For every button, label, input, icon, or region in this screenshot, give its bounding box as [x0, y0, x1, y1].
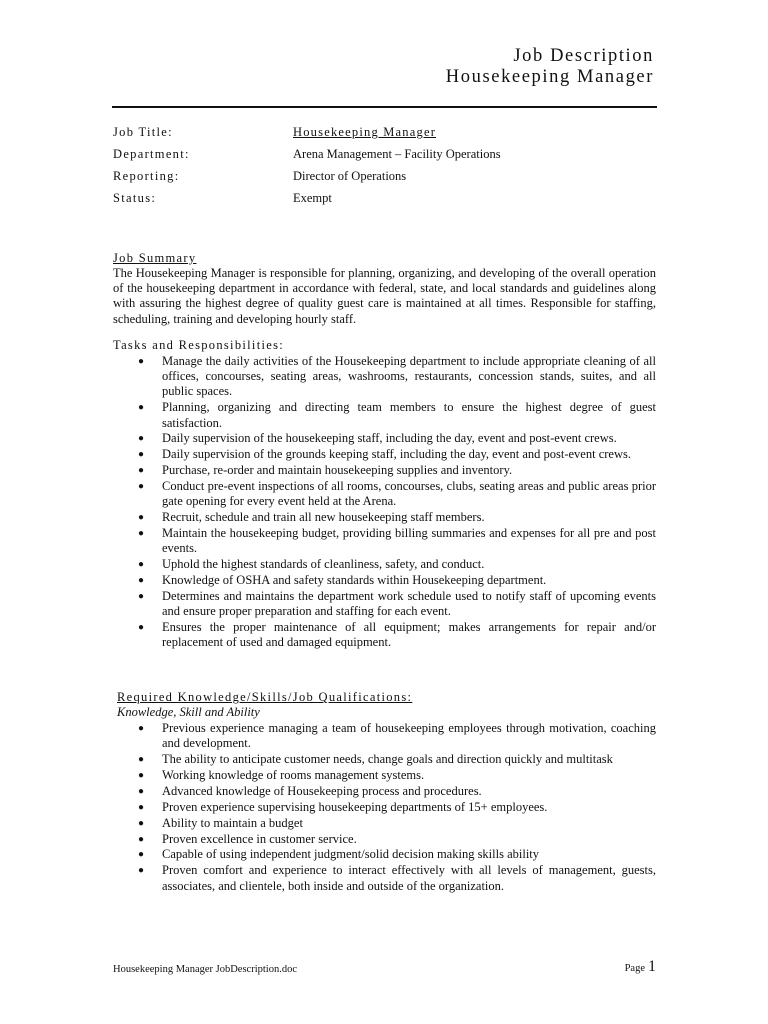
bullet-icon: ● — [138, 402, 145, 414]
list-item — [113, 832, 656, 847]
list-item — [113, 589, 656, 619]
page-number: 1 — [648, 958, 656, 975]
info-label: Job Title: — [113, 125, 173, 139]
bullet-icon: ● — [138, 849, 145, 861]
list-item-text: Ensures the proper maintenance of all equipment; makes arrangements for repair and/or replacement of used and damaged equipment. — [162, 620, 656, 650]
list-item-text: Manage the daily activities of the Housekeeping department to include appropriate cleaning of all offices, concourses, seating areas, washrooms, restaurants, concession stands, suites, and all public spaces. — [162, 354, 656, 399]
bullet-icon: ● — [138, 754, 145, 766]
list-item — [113, 447, 656, 462]
bullet-icon: ● — [138, 785, 145, 797]
list-item-text: Working knowledge of rooms management systems. — [162, 767, 425, 782]
bullet-icon: ● — [138, 801, 145, 813]
info-row-job-title — [113, 124, 658, 146]
list-item-text: Proven experience supervising housekeeping departments of 15+ employees. — [162, 799, 548, 814]
requirements-heading: Required Knowledge/Skills/Job Qualifications: — [117, 690, 413, 704]
list-item-text: Ability to maintain a budget — [162, 815, 303, 830]
list-item — [113, 768, 656, 783]
footer-page-indicator — [625, 958, 656, 976]
info-value: Exempt — [293, 191, 332, 205]
list-item-text: Planning, organizing and directing team members to ensure the highest degree of guest satisfaction. — [162, 400, 656, 430]
list-item — [113, 816, 656, 831]
info-row-department — [113, 146, 658, 168]
list-item-text: Conduct pre-event inspections of all rooms, concourses, clubs, seating areas and public areas prior gate opening for every event held at the Arena. — [162, 479, 656, 509]
list-item-text: Determines and maintains the department work schedule used to notify staff of upcoming events and ensure proper preparation and staffing for each event. — [162, 588, 656, 619]
bullet-icon: ● — [138, 817, 145, 829]
title-line-1: Job Description — [513, 46, 654, 66]
list-item-text: Maintain the housekeeping budget, providing billing summaries and expenses for all pre and post events. — [162, 526, 656, 556]
list-item — [113, 557, 656, 572]
bullet-icon: ● — [138, 465, 145, 477]
header-divider — [112, 106, 657, 108]
list-item — [113, 431, 656, 446]
info-value: Director of Operations — [293, 169, 407, 183]
document-title — [446, 46, 654, 88]
bullet-icon: ● — [138, 769, 145, 781]
list-item — [113, 863, 656, 893]
list-item — [113, 400, 656, 430]
info-row-reporting — [113, 168, 658, 190]
list-item — [113, 510, 656, 525]
bullet-icon: ● — [138, 356, 145, 367]
bullet-icon: ● — [138, 528, 145, 540]
page-label: Page — [624, 963, 645, 974]
list-item — [113, 620, 656, 650]
list-item — [113, 573, 656, 588]
list-item-text: Proven comfort and experience to interact effectively with all levels of management, guests, associates, and clientele, both inside and outside of the organization. — [162, 863, 656, 893]
list-item — [113, 479, 656, 509]
info-label: Status: — [113, 191, 157, 205]
job-summary-section — [113, 251, 656, 327]
list-item-text: Previous experience managing a team of housekeeping employees through motivation, coaching and development. — [162, 721, 656, 751]
list-item-text: Advanced knowledge of Housekeeping process and procedures. — [162, 783, 482, 798]
bullet-icon: ● — [138, 865, 145, 877]
list-item-text: Knowledge of OSHA and safety standards within Housekeeping department. — [162, 573, 547, 588]
info-label: Reporting: — [113, 169, 180, 183]
bullet-icon: ● — [138, 449, 145, 461]
bullet-icon: ● — [138, 433, 145, 445]
list-item-text: Uphold the highest standards of cleanliness, safety, and conduct. — [162, 557, 485, 572]
list-item-text: Purchase, re-order and maintain housekeeping supplies and inventory. — [162, 463, 513, 478]
list-item-text: Recruit, schedule and train all new housekeeping staff members. — [162, 510, 485, 525]
bullet-icon: ● — [138, 622, 145, 634]
list-item-text: Proven excellence in customer service. — [162, 831, 357, 846]
job-summary-text: The Housekeeping Manager is responsible for planning, organizing, and developing of the overall operation of the housekeeping department in accordance with federal, state, and local standards and guidelines along with assuring the highest degree of quality guest care is maintained at all times. Responsible for staffing, scheduling, training and developing hourly staff. — [113, 266, 656, 326]
bullet-icon: ● — [138, 559, 145, 571]
list-item — [113, 463, 656, 478]
list-item-text: Capable of using independent judgment/solid decision making skills ability — [162, 847, 540, 862]
bullet-icon: ● — [138, 512, 145, 524]
info-value: Arena Management – Facility Operations — [293, 147, 501, 161]
tasks-list — [113, 354, 656, 651]
job-info-table — [113, 124, 658, 212]
list-item — [113, 784, 656, 799]
list-item — [113, 752, 656, 767]
job-summary-heading: Job Summary — [113, 251, 197, 265]
info-row-status — [113, 190, 658, 212]
requirements-subheading: Knowledge, Skill and Ability — [117, 705, 260, 719]
footer-filename: Housekeeping Manager JobDescription.doc — [113, 964, 297, 975]
list-item — [113, 526, 656, 556]
bullet-icon: ● — [138, 723, 145, 734]
list-item-text: Daily supervision of the grounds keeping staff, including the day, event and post-event crews. — [162, 447, 631, 462]
list-item — [113, 800, 656, 815]
list-item — [113, 354, 656, 400]
bullet-icon: ● — [138, 481, 145, 493]
info-label: Department: — [113, 147, 190, 161]
list-item-text: Daily supervision of the housekeeping staff, including the day, event and post-event crews. — [162, 431, 617, 446]
tasks-heading: Tasks and Responsibilities: — [113, 338, 285, 352]
list-item-text: The ability to anticipate customer needs, change goals and direction quickly and multitask — [162, 752, 613, 767]
title-line-2: Housekeeping Manager — [445, 67, 654, 87]
bullet-icon: ● — [138, 833, 145, 845]
bullet-icon: ● — [138, 590, 145, 602]
list-item — [113, 721, 656, 751]
list-item — [113, 847, 656, 862]
info-value: Housekeeping Manager — [293, 125, 437, 139]
bullet-icon: ● — [138, 575, 145, 587]
requirements-list — [113, 721, 656, 894]
